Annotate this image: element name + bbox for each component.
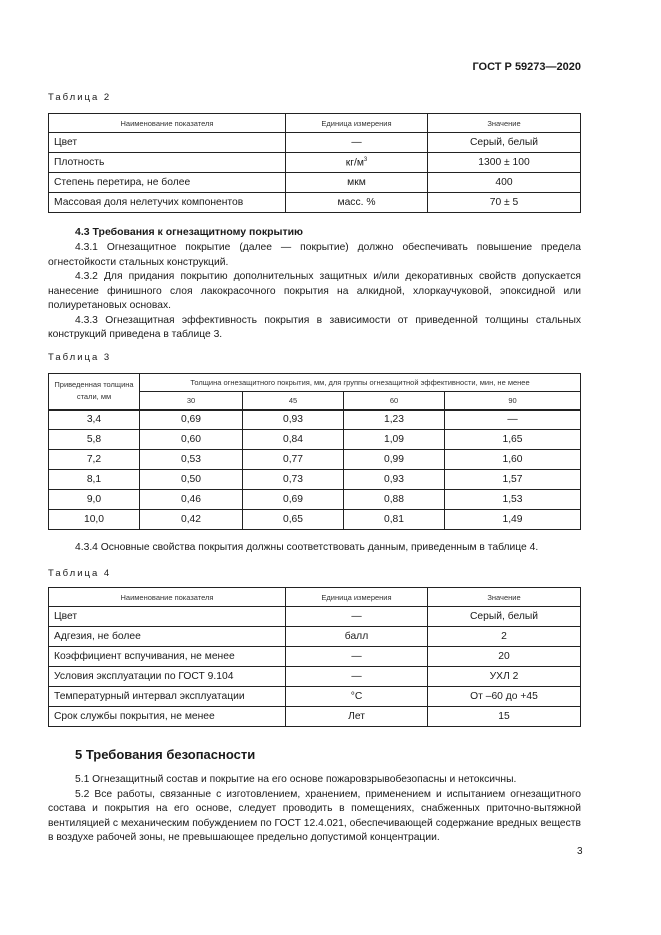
cell: — — [286, 667, 428, 687]
cell: 8,1 — [49, 470, 140, 490]
cell — [286, 153, 428, 173]
section-5-text — [48, 773, 581, 846]
cell: Серый, белый — [428, 607, 581, 627]
table3-caption: Таблица 3 — [48, 352, 112, 363]
cell: 0,93 — [344, 470, 445, 490]
cell: УХЛ 2 — [428, 667, 581, 687]
cell: Цвет — [49, 607, 286, 627]
cell: Условия эксплуатации по ГОСТ 9.104 — [49, 667, 286, 687]
page-number: 3 — [577, 846, 583, 857]
cell: балл — [286, 627, 428, 647]
table4-caption: Таблица 4 — [48, 568, 112, 579]
paragraph: 4.3.3 Огнезащитная эффективность покрытия в зависимости от приведенной толщины стальных конструкций приведена в таблице 3. — [48, 314, 581, 340]
cell: °С — [286, 687, 428, 707]
cell: — — [445, 410, 581, 430]
cell: 0,73 — [243, 470, 344, 490]
cell: Адгезия, не более — [49, 627, 286, 647]
paragraph: 5.2 Все работы, связанные с изготовлением, хранением, применением и испытанием огнезащитного состава и покрытия на его основе, следует проводить в помещениях, снабженных приточно-вытяжной вентиляцией с механическим побуждением по ГОСТ 12.4.021, обеспечивающей содержание вредных веществ в воздухе рабочей зоны, не превышающее предельно допустимой концентрации. — [48, 788, 581, 843]
cell: 10,0 — [49, 510, 140, 530]
table-row — [49, 430, 581, 450]
cell: 0,69 — [140, 410, 243, 430]
cell: 0,50 — [140, 470, 243, 490]
table2-caption: Таблица 2 — [48, 92, 112, 103]
table-row — [49, 450, 581, 470]
unit: кг/м — [345, 157, 364, 169]
col-header: Единица измерения — [286, 588, 428, 607]
cell: 0,84 — [243, 430, 344, 450]
cell: Лет — [286, 707, 428, 727]
cell: 20 — [428, 647, 581, 667]
paragraph: 5.1 Огнезащитный состав и покрытие на его основе пожаровзрывобезопасны и нетоксичны. — [75, 774, 517, 785]
cell: 5,8 — [49, 430, 140, 450]
table-row — [49, 173, 581, 193]
group: 45 — [243, 392, 344, 410]
cell: 0,53 — [140, 450, 243, 470]
table-row — [49, 470, 581, 490]
paragraph: 4.3.1 Огнезащитное покрытие (далее — покрытие) должно обеспечивать повышение предела огнестойкости стальных конструкций. — [48, 242, 581, 268]
cell: 0,99 — [344, 450, 445, 470]
group: 60 — [344, 392, 445, 410]
cell: 1,53 — [445, 490, 581, 510]
cell: Срок службы покрытия, не менее — [49, 707, 286, 727]
col-header: Значение — [428, 114, 581, 133]
section-4-3-text — [48, 241, 581, 343]
table-2 — [48, 113, 581, 213]
cell: 1,57 — [445, 470, 581, 490]
group-header: Толщина огнезащитного покрытия, мм, для группы огнезащитной эффективности, мин, не менее — [140, 374, 581, 392]
cell: 1,60 — [445, 450, 581, 470]
cell: 0,77 — [243, 450, 344, 470]
row-header: Приведенная толщина стали, мм — [49, 374, 140, 410]
paragraph-4-3-4 — [48, 541, 581, 556]
cell: 0,42 — [140, 510, 243, 530]
cell: 400 — [428, 173, 581, 193]
group: 30 — [140, 392, 243, 410]
table-row — [49, 687, 581, 707]
cell: 15 — [428, 707, 581, 727]
document-id: ГОСТ Р 59273—2020 — [472, 61, 581, 73]
cell: Плотность — [49, 153, 286, 173]
cell: 0,81 — [344, 510, 445, 530]
paragraph: 4.3.2 Для придания покрытию дополнительных защитных и/или декоративных свойств допускается нанесение финишного слоя лакокрасочного покрытия на алкидной, хлоркаучуковой, эпоксидной или полиуретановых основах. — [48, 271, 581, 311]
cell: — — [286, 607, 428, 627]
cell: 1,09 — [344, 430, 445, 450]
section-heading-4-3: 4.3 Требования к огнезащитному покрытию — [75, 226, 304, 238]
cell: 9,0 — [49, 490, 140, 510]
cell: Температурный интервал эксплуатации — [49, 687, 286, 707]
table-row — [49, 153, 581, 173]
table-row — [49, 410, 581, 430]
cell: 1,49 — [445, 510, 581, 530]
cell: 0,60 — [140, 430, 243, 450]
col-header: Наименование показателя — [49, 114, 286, 133]
table-row — [49, 510, 581, 530]
col-header: Значение — [428, 588, 581, 607]
table-row — [49, 627, 581, 647]
table-row — [49, 707, 581, 727]
table-row — [49, 607, 581, 627]
cell: 3,4 — [49, 410, 140, 430]
table-row — [49, 193, 581, 213]
cell: — — [286, 647, 428, 667]
col-header: Наименование показателя — [49, 588, 286, 607]
cell: 7,2 — [49, 450, 140, 470]
cell: — — [286, 133, 428, 153]
table-row — [49, 667, 581, 687]
table-row — [49, 490, 581, 510]
cell: Массовая доля нелетучих компонентов — [49, 193, 286, 213]
cell: 0,93 — [243, 410, 344, 430]
table-row — [49, 647, 581, 667]
cell: 0,88 — [344, 490, 445, 510]
cell: Цвет — [49, 133, 286, 153]
superscript: 3 — [363, 156, 368, 163]
table-row — [49, 133, 581, 153]
paragraph: 4.3.4 Основные свойства покрытия должны соответствовать данным, приведенным в таблице 4. — [75, 542, 539, 553]
cell: 0,69 — [243, 490, 344, 510]
section-heading-5: 5 Требования безопасности — [75, 747, 256, 762]
cell: 70 ± 5 — [428, 193, 581, 213]
group: 90 — [445, 392, 581, 410]
cell: 1,65 — [445, 430, 581, 450]
cell: От –60 до +45 — [428, 687, 581, 707]
col-header: Единица измерения — [286, 114, 428, 133]
table-3 — [48, 373, 581, 530]
cell: 0,65 — [243, 510, 344, 530]
cell: 0,46 — [140, 490, 243, 510]
cell: масс. % — [286, 193, 428, 213]
cell: Серый, белый — [428, 133, 581, 153]
cell: 1,23 — [344, 410, 445, 430]
cell: Степень перетира, не более — [49, 173, 286, 193]
cell: Коэффициент вспучивания, не менее — [49, 647, 286, 667]
table-4 — [48, 587, 581, 727]
cell: мкм — [286, 173, 428, 193]
cell: 2 — [428, 627, 581, 647]
cell: 1300 ± 100 — [428, 153, 581, 173]
